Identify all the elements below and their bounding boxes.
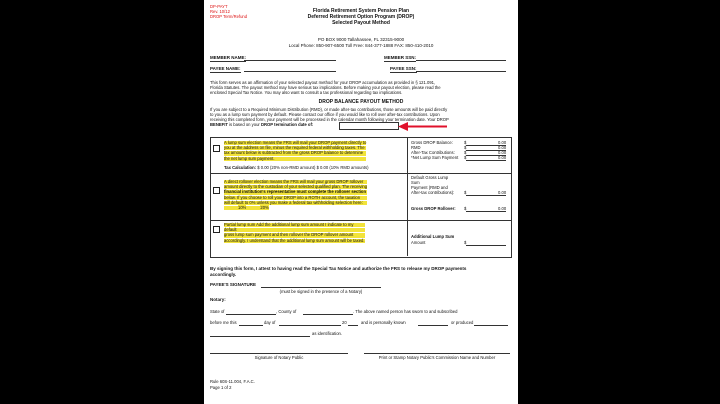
- notary-known-input[interactable]: [418, 325, 448, 326]
- notary-state-label: State of: [210, 309, 225, 314]
- benefit-line: BENEFIT is based on your DROP termination date of:: [210, 122, 314, 127]
- payee-name-label: PAYEE NAME:: [210, 66, 241, 71]
- amount-underline: [466, 211, 506, 212]
- header-line3: Selected Payout Method: [332, 20, 390, 26]
- notary-title: Notary:: [210, 297, 226, 302]
- section-text-line: receiving this completed form, your payment will be processed in the calendar month following your termination date. Your DROP: [210, 117, 449, 122]
- payee-signature-label: PAYEE'S SIGNATURE: [210, 282, 256, 287]
- option2-text: A direct rollover election means the FRS will mail your gross DROP rollover amount directly to the custodian of your selected qualified plan. The receiving financial institution's representative must complete the rollover section below. If you choose to roll your DROP into a ROTH account, the taxation will default to 0% unless you make a federal tax withholding selection here: 10% 20%: [224, 179, 368, 211]
- amount-underline: [466, 160, 506, 161]
- header-line1: Florida Retirement System Pension Plan: [312, 8, 410, 14]
- address-line1: PO BOX 9000 Tallahassee, FL 32315-9000: [317, 37, 405, 42]
- notary-id-input[interactable]: [210, 336, 310, 337]
- additional-currency: $: [464, 240, 467, 245]
- form-id: DP-PAYT: [210, 4, 228, 9]
- notary-signature-input[interactable]: [210, 353, 348, 354]
- termination-date-input[interactable]: [339, 122, 399, 130]
- footer-page: Page 1 of 2: [210, 385, 232, 390]
- payee-ssn-input[interactable]: [416, 71, 506, 72]
- form-page: [204, 0, 518, 404]
- intro-line: enclosed Special Tax Notice. You may also want to consult a tax professional regarding tax implications.: [210, 90, 403, 95]
- notary-county-input[interactable]: [303, 314, 353, 315]
- additional-lump-label: Additional Lump Sum: [411, 234, 455, 239]
- amount-underline: [466, 150, 506, 151]
- section-text-line: to you as a lump sum payment by default. Please contact our office if you would like to roll over after-tax contributions. Upon: [210, 112, 440, 117]
- option3-text: Partial lump sum Add the additional lump sum amount I indicate to my default gross lump sum payment and then rollover the DROP rollover amount accordingly. I understand that the additional lump sum amount will be taxed.: [224, 222, 365, 243]
- default-amount: 0.00: [498, 190, 507, 195]
- col-divider: [407, 220, 408, 256]
- notary-dayof-label: day of: [264, 320, 276, 325]
- tax-calculation: Tax Calculation: $ 0.00 (20% non-RMD amount) $ 0.00 (10% RMD amounts): [224, 165, 369, 170]
- col-divider: [407, 137, 408, 173]
- option1-amounts: Gross DROP Balance: $ 0.00 RMD $ 0.00 After-Tax Contributions: $ 0.00 *Net Lump Sum Payment $ 0.00: [411, 140, 507, 160]
- row-divider: [210, 173, 511, 174]
- notary-sworn-text: . The above named person has sworn to and subscribed: [353, 309, 458, 314]
- col-divider: [407, 173, 408, 220]
- footer-rule: Rule 60S-11.004, F.A.C.: [210, 379, 255, 384]
- option2-default-head: Default Gross Lump Sum Payment (RMD and After-tax contributions):: [411, 175, 455, 195]
- arrow-left-icon: [397, 121, 449, 132]
- intro-line: This form serves as an affirmation of your selected payout method for your DROP accumulation as provided in § 121.091,: [210, 80, 436, 85]
- notary-signature-label: Signature of Notary Public: [254, 355, 304, 360]
- notary-known-label: and is personally known: [361, 320, 406, 325]
- notary-identification-text: as identification.: [312, 331, 343, 336]
- notary-before-label: before me this: [210, 320, 237, 325]
- amount-underline: [466, 155, 506, 156]
- form-note: DROP Term/Refund: [210, 14, 248, 19]
- notary-day-input[interactable]: [239, 325, 263, 326]
- member-ssn-input[interactable]: [416, 60, 506, 61]
- notary-state-input[interactable]: [226, 314, 276, 315]
- payee-name-input[interactable]: [244, 71, 336, 72]
- additional-amount-input[interactable]: [466, 245, 506, 246]
- signature-note: (must be signed in the presence of a Notary): [279, 289, 363, 294]
- member-name-label: MEMBER NAME:: [210, 55, 246, 60]
- notary-produced-label: or produced: [451, 320, 474, 325]
- direct-rollover-checkbox[interactable]: [213, 187, 220, 194]
- member-ssn-label: MEMBER SSN:: [384, 55, 417, 60]
- option1-text: A lump sum election means the FRS will mail your DROP payment directly to you at the address on file, minus the required federal withholding taxes. The tax amount below is subtracted from the gross DROP balance to determine the net lump sum payment.: [224, 140, 367, 161]
- form-rev: Rev. 10/12: [210, 9, 230, 14]
- notary-stamp-label: Print or Stamp Notary Public's Commission Name and Number: [378, 355, 496, 360]
- additional-lump-label-2: Amount: [411, 240, 426, 245]
- rollover-amount: 0.00: [498, 206, 507, 211]
- row-divider: [210, 220, 511, 221]
- section-title: DROP BALANCE PAYOUT METHOD: [318, 99, 404, 105]
- notary-month-input[interactable]: [279, 325, 341, 326]
- payee-signature-input[interactable]: [261, 287, 381, 288]
- rollover-currency: $: [464, 206, 467, 211]
- header-line2: Deferred Retirement Option Program (DROP): [307, 14, 415, 20]
- partial-lump-sum-checkbox[interactable]: [213, 226, 220, 233]
- attest-line: accordingly.: [210, 272, 237, 277]
- notary-year-input[interactable]: [348, 325, 358, 326]
- amount-underline: [466, 145, 506, 146]
- attest-line: By signing this form, I attest to having read the Special Tax Notice and authorize the FRS to release my DROP payments: [210, 266, 467, 271]
- amount-underline: [466, 195, 506, 196]
- notary-county-label: , County of: [276, 309, 297, 314]
- rollover-label: Gross DROP Rollover:: [411, 206, 456, 211]
- payee-ssn-label: PAYEE SSN:: [390, 66, 417, 71]
- lump-sum-checkbox[interactable]: [213, 145, 220, 152]
- default-currency: $: [464, 190, 467, 195]
- intro-line: Florida Statutes. The payout method may have serious tax implications. Before making your payout election, please read the: [210, 85, 441, 90]
- address-line2: Local Phone: 850-907-6500 Toll Free: 844-377-1888 FAX: 850-410-2010: [288, 43, 434, 48]
- notary-stamp-input[interactable]: [364, 353, 510, 354]
- section-text-line: If you are subject to a Required Minimum Distribution (RMD), or made after-tax contributions, those amounts will be paid directly: [210, 107, 448, 112]
- notary-year-label: 20: [342, 320, 347, 325]
- member-name-input[interactable]: [244, 60, 336, 61]
- notary-produced-input[interactable]: [474, 325, 508, 326]
